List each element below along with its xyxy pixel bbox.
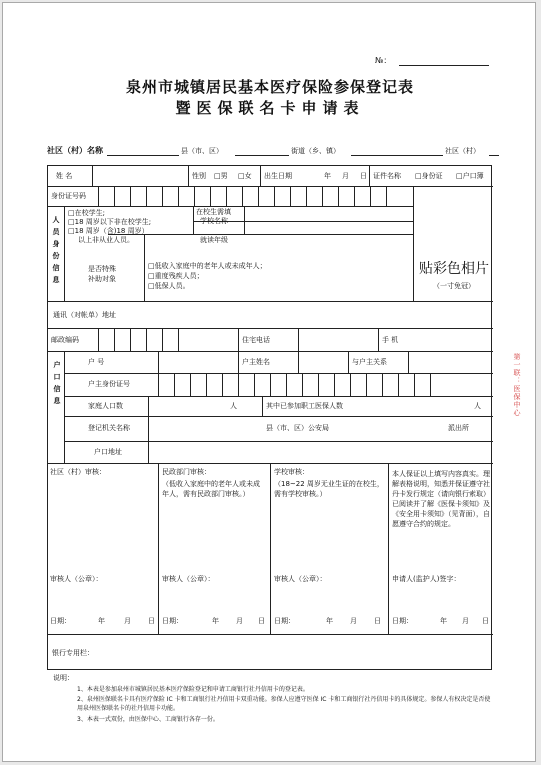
head-id-label: 户主身份证号	[88, 380, 130, 388]
note-item-3: 3、本表一式双份，由医保中心、工商银行各存一份。	[77, 716, 219, 723]
community-review-label: 社区（村）审核：	[50, 468, 106, 476]
applicant-date-day: 日	[482, 617, 489, 625]
notes-title: 说明：	[53, 674, 74, 682]
personal-category-heading: 人员身份信息	[52, 216, 60, 288]
photo-size-note: （一寸免冠）	[433, 282, 475, 290]
id-card-checkbox[interactable]: □身份证	[415, 172, 443, 180]
mobile-label: 手 机	[382, 336, 399, 344]
civil-date-label: 日期：	[162, 617, 183, 625]
school-date-day: 日	[374, 617, 381, 625]
subsidy-label-line2: 补助对象	[88, 275, 116, 283]
school-name-label-line1: 在校生需填	[196, 208, 231, 216]
street-label: 街道（乡、镇）	[291, 147, 340, 155]
hukou-address-label: 户口地址	[94, 448, 122, 456]
civil-date-year: 年	[212, 617, 219, 625]
village-field[interactable]	[489, 155, 499, 156]
birth-date-label: 出生日期	[264, 172, 292, 180]
name-label: 姓 名	[56, 172, 73, 180]
school-review-label: 学校审核：	[274, 468, 309, 476]
civil-review-note: （低收入家庭中的老年人或未成年人，需有民政部门审核。）	[162, 480, 260, 498]
low-income-checkbox[interactable]: □低收入家庭中的老年人或未成年人；	[148, 262, 267, 270]
birth-month-label: 月	[342, 172, 349, 180]
school-date-label: 日期：	[274, 617, 295, 625]
doc-type-label: 证件名称	[373, 172, 401, 180]
female-checkbox[interactable]: □女	[238, 172, 252, 180]
low-security-checkbox[interactable]: □低保人员。	[148, 282, 190, 290]
family-count-label: 家庭人口数	[88, 402, 123, 410]
civil-reviewer-label: 审核人（公章）：	[162, 575, 215, 583]
community-date-label: 日期：	[50, 617, 71, 625]
id-number-label: 身份证号码	[51, 192, 86, 200]
disabled-checkbox[interactable]: □重度残疾人员；	[148, 272, 204, 280]
registration-table	[47, 165, 492, 670]
employee-count-label: 其中已参加职工医保人数	[266, 402, 343, 410]
applicant-date-year: 年	[440, 617, 447, 625]
applicant-date-month: 月	[462, 617, 469, 625]
community-name-label: 社区（村）名称	[47, 146, 103, 155]
over18-checkbox[interactable]: □18 周岁（含)18 周岁）	[68, 227, 149, 235]
community-name-field[interactable]	[107, 155, 179, 156]
address-label: 通讯（对帐单）地址	[53, 311, 116, 319]
birth-year-label: 年	[324, 172, 331, 180]
applicant-pledge: 本人保证以上填写内容真实。理解表格说明，知悉并保证遵守社丹卡发行规定（请向银行索取）已阅读并了解《医保卡须知》及《安全用卡须知》（见背面），自愿遵守合约的规定。	[392, 470, 490, 528]
home-phone-label: 住宅电话	[242, 336, 270, 344]
grade-label: 就读年级	[200, 236, 228, 244]
gender-label: 性别	[192, 172, 206, 180]
applicant-signature-label: 申请人(监护人)签字：	[392, 575, 461, 583]
form-subtitle: 暨医保联名卡申请表	[175, 99, 365, 117]
street-field[interactable]	[351, 155, 443, 156]
birth-day-label: 日	[360, 172, 367, 180]
subsidy-label-line1: 是否特殊	[88, 265, 116, 273]
form-title: 泉州市城镇居民基本医疗保险参保登记表	[125, 78, 414, 96]
copy-designation-stamp: 第一联：医保中心	[513, 353, 521, 417]
community-date-year: 年	[98, 617, 105, 625]
community-reviewer-label: 审核人（公章）：	[50, 575, 103, 583]
community-date-day: 日	[148, 617, 155, 625]
school-name-label-line2: 学校名称	[200, 217, 228, 225]
postcode-label: 邮政编码	[51, 336, 79, 344]
employee-count-unit: 人	[474, 402, 481, 410]
address-field[interactable]	[138, 304, 488, 324]
civil-date-month: 月	[236, 617, 243, 625]
county-field[interactable]	[235, 155, 289, 156]
name-field[interactable]	[94, 168, 186, 184]
bank-column-label: 银行专用栏：	[52, 649, 94, 657]
authority-label: 登记机关名称	[88, 424, 130, 432]
applicant-date-label: 日期：	[392, 617, 413, 625]
school-review-note: （18~22 周岁无业生证的在校生，需有学校审核。）	[274, 480, 384, 498]
school-reviewer-label: 审核人（公章）：	[274, 575, 327, 583]
hukou-heading: 户口信息	[53, 361, 61, 409]
county-label: 县（市、区）	[181, 147, 223, 155]
male-checkbox[interactable]: □男	[214, 172, 228, 180]
photo-placeholder-label: 贴彩色相片	[419, 261, 489, 277]
student-checkbox[interactable]: □在校学生;	[68, 209, 105, 217]
head-name-label: 户主姓名	[242, 358, 270, 366]
civil-review-label: 民政部门审核：	[162, 468, 211, 476]
school-date-year: 年	[326, 617, 333, 625]
serial-number-field[interactable]	[399, 65, 489, 66]
over18-label-line2: 以上非从业人员。	[78, 236, 134, 244]
registration-form-page	[2, 2, 536, 762]
under18-checkbox[interactable]: □18 周岁以下非在校学生;	[68, 218, 152, 226]
family-count-unit: 人	[230, 402, 237, 410]
serial-number-label: №：	[375, 56, 392, 65]
household-register-checkbox[interactable]: □户口簿	[456, 172, 484, 180]
school-date-month: 月	[350, 617, 357, 625]
police-station-label: 派出所	[448, 424, 469, 432]
household-number-label: 户 号	[88, 358, 105, 366]
note-item-2: 2、泉州医保联名卡具有医疗保险 IC 卡和工商银行社丹信用卡双重功能。参保人应遵守医保 IC 卡和工商银行社丹信用卡的具体规定。参保人有权决定是否使用泉州医保联名卡的社丹信用卡功能。	[77, 696, 491, 712]
community-date-month: 月	[124, 617, 131, 625]
relation-label: 与户主关系	[352, 358, 387, 366]
county-bureau-label: 县（市、区）公安局	[266, 424, 329, 432]
note-item-1: 1、本表是参加泉州市城镇居民基本医疗保险登记和申请工商银行社丹信用卡的登记表。	[77, 686, 309, 693]
civil-date-day: 日	[258, 617, 265, 625]
village-label: 社区（村）	[445, 147, 480, 155]
